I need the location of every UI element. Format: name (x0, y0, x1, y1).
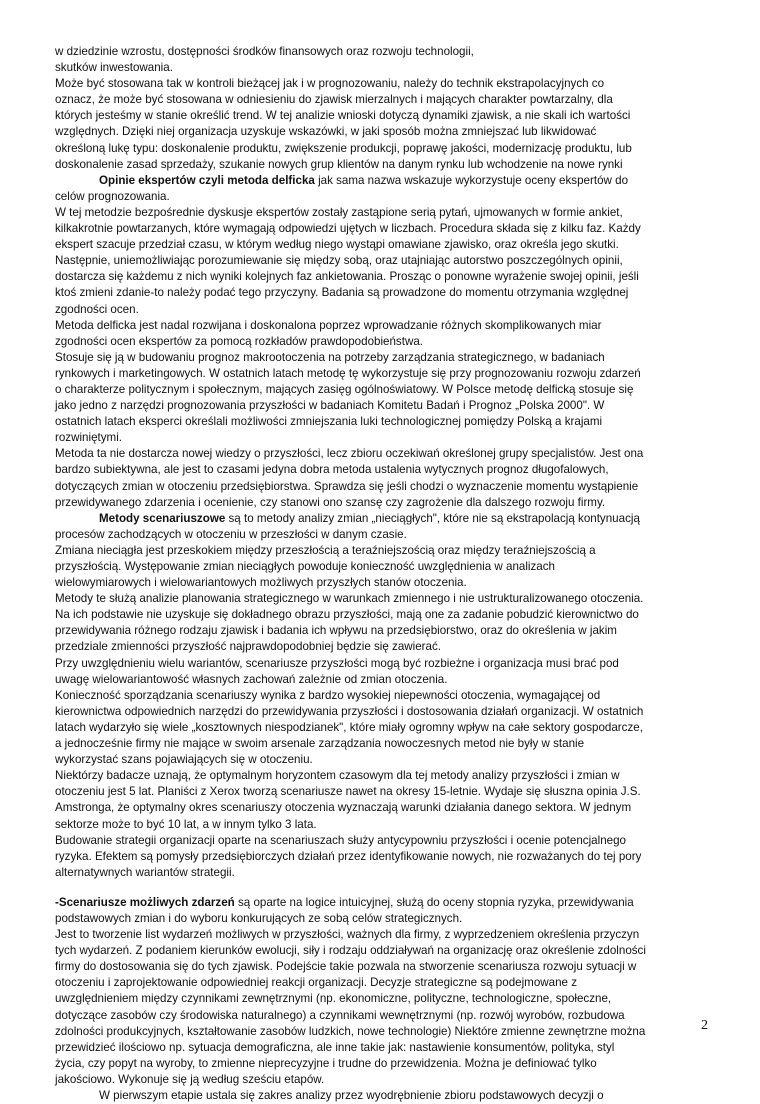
paragraph: Jest to tworzenie list wydarzeń możliwych w przyszłości, ważnych dla firmy, z wyprzedzeniem określenia przyczyn tych wydarzeń. Z podaniem kierunków ewolucji, siły i rodzaju oddziaływań na organizację oraz określenie zdolności firmy do dostosowania się do tych zjawisk. Podejście takie pozwala na stworzenie scenariusza rozwoju sytuacji w otoczeniu i zaprojektowanie odpowiedniej reakcji organizacji. Decyzje strategiczne są podejmowane z uwzględnieniem między czynnikami zewnętrznymi (np. ekonomiczne, polityczne, technologiczne, społeczne, dotyczące zasobów czy środowiska naturalnego) a czynnikami wewnętrznymi (np. rozwój wyrobów, rozbudowa zdolności produkcyjnych, kształtowanie zasobów ludzkich, nowe technologie) Niektóre zmienne zewnętrzne można przewidzieć ilościowo np. sytuacja demograficzna, ale inne takie jak: nastawienie konsumentów, polityka, styl życia, czy popyt na wyroby, to zmienne nieprecyzyjne i trudne do przewidzenia. Można je definiować tylko jakościowo. Wykonuje się ją według sześciu etapów. (55, 928, 646, 1086)
paragraph: podstawowych zmian i do wyboru konkurujących ze sobą celów strategicznych. (55, 911, 463, 925)
paragraph: w dziedzinie wzrostu, dostępności środków finansowych oraz rozwoju technologii, skutków inwestowania. (55, 45, 474, 75)
paragraph: Przy uwzględnieniu wielu wariantów, scenariusze przyszłości mogą być rozbieżne i organizacja musi brać pod uwagę wielowariantowość własnych zachowań zależnie od zmian otoczenia. (55, 656, 619, 686)
delphi-heading-paragraph: Opinie ekspertów czyli metoda delficka jak sama nazwa wskazuje wykorzystuje oceny ekspertów do (99, 173, 629, 187)
paragraph: Zmiana nieciągła jest przeskokiem między przeszłością a teraźniejszością oraz między teraźniejszością a przyszłością. Występowanie zmian nieciągłych powoduje konieczność uwzględnienia w analizach wielowymiarowych i wielowariantowych możliwych przyszłych stanów otoczenia. (55, 543, 596, 590)
paragraph: Metoda ta nie dostarcza nowej wiedzy o przyszłości, lecz zbioru oczekiwań określonej grupy specjalistów. Jest ona bardzo subiektywna, ale jest to czasami jedyna dobra metoda ustalenia wytycznych prognoz długofalowych, dotyczących zmian w otoczeniu przedsiębiorstwa. Sprawdza się jeśli chodzi o wyznaczenie momentu wystąpienie przewidywanego zdarzenia i ocenienie, czy stanowi ono szansę czy zagrożenie dla dalszego rozwoju firmy. (55, 447, 644, 509)
paragraph: Niektórzy badacze uznają, że optymalnym horyzontem czasowym dla tej metody analizy przyszłości i zmian w otoczeniu jest 5 lat. Planiści z Xerox tworzą scenariusze nawet na okresy 15-letnie. Wydaje się słuszna opinia J.S. Amstronga, że optymalny okres scenariuszy otoczenia wyznaczają warunki działania danego sektora. W jednym sektorze może to być 10 lat, a w innym tylko 3 lata. (55, 769, 641, 831)
paragraph: W pierwszym etapie ustala się zakres analizy przez wyodrębnienie zbioru podstawowych decyzji o (99, 1089, 604, 1102)
paragraph: Może być stosowana tak w kontroli bieżącej jak i w prognozowaniu, należy do technik ekstrapolacyjnych co oznacz, że może być stosowana w odniesieniu do zjawisk mierzalnych i mających charakter powtarzalny, dla których jesteśmy w stanie określić trend. W tej analizie wnioski dotyczą dynamiki zjawisk, a nie skali ich wartości względnych. Dzięki niej organizacja uzyskuje wskazówki, w jaki sposób można zmniejszać lub likwidować określoną lukę typu: doskonalenie produktu, zwiększenie produkcji, poprawę jakości, modernizację produktu, lub doskonalenie zasad sprzedaży, szukanie nowych grup klientów na danym rynku lub wchodzenie na nowe rynki (55, 77, 632, 171)
paragraph-gap (55, 881, 710, 895)
paragraph: Metoda delficka jest nadal rozwijana i doskonalona poprzez wprowadzanie różnych skomplikowanych miar zgodności ocen ekspertów za pomocą rozkładów prawdopodobieństwa. (55, 318, 602, 348)
document-body (55, 44, 710, 1104)
scenario-heading-paragraph: Metody scenariuszowe są to metody analizy zmian „nieciągłych", które nie są ekstrapolacją kontynuacją (99, 511, 640, 525)
section-heading-possible-events: -Scenariusze możliwych zdarzeń (55, 895, 235, 909)
paragraph: Konieczność sporządzania scenariuszy wynika z bardzo wysokiej niepewności otoczenia, wymagającej od kierownictwa odpowiednich narzędzi do przewidywania przyszłości i dostosowania działań organizacji. W ostatnich latach wydarzyło się wiele „kosztownych niespodzianek", które miały ogromny wpływ na całe sektory gospodarcze, a jednocześnie firmy nie mające w swoim arsenale zarządzania nowoczesnych metod nie były w stanie wykorzystać szans pojawiających się w otoczeniu. (55, 688, 644, 767)
paragraph: Metody te służą analizie planowania strategicznego w warunkach zmiennego i nie ustrukturalizowanego otoczenia. Na ich podstawie nie uzyskuje się dokładnego obrazu przyszłości, mają one za zadanie pobudzić kierownictwo do przewidywania różnego rodzaju zjawisk i badania ich wpływu na przedsiębiorstwo, oraz do określenia w jakim przedziale zmienności przyszłość najprawdopodobniej będzie się zawierać. (55, 592, 644, 654)
paragraph: W tej metodzie bezpośrednie dyskusje ekspertów zostały zastąpione serią pytań, ujmowanych w formie ankiet, kilkakrotnie powtarzanych, które wymagają odpowiedzi ujętych w liczbach. Procedura składa się z kilku faz. Każdy ekspert szacuje przedział czasu, w którym według niego wystąpi omawiane zjawisko, oraz określa jego skutki. Następnie, uniemożliwiając porozumiewanie się między sobą, oraz utajniając autorstwo poszczególnych opinii, dostarcza się każdemu z nich wyniki kolejnych faz ankietowania. Prosząc o ponowne wyrażenie swojej opinii, jeśli ktoś zmieni zdanie-to należy podać tego przyczyny. Badania są prowadzone do momentu otrzymania względnej zgodności ocen. (55, 205, 641, 316)
page-number: 2 (701, 1018, 708, 1033)
paragraph: Budowanie strategii organizacji oparte na scenariuszach służy antycypowniu przyszłości i ocenie potencjalnego ryzyka. Efektem są pomysły przedsiębiorczych działań przez identyfikowanie nowych, nie rozważanych do tej pory alternatywnych wariantów strategii. (55, 833, 642, 879)
paragraph: celów prognozowania. (55, 189, 170, 203)
possible-events-heading-paragraph: -Scenariusze możliwych zdarzeń są oparte na logice intuicyjnej, służą do oceny stopnia ryzyka, przewidywania (55, 895, 634, 909)
paragraph: Stosuje się ją w budowaniu prognoz makrootoczenia na potrzeby zarządzania strategicznego, w badaniach rynkowych i marketingowych. W ostatnich latach metodę tę wykorzystuje się przy prognozowaniu rozwoju zdarzeń o charakterze politycznym i społecznym, mających zasięg ogólnoświatowy. W Polsce metodę delficką stosuje się jako jedno z narzędzi prognozowania przyszłości w badaniach Komitetu Badań i Prognoz „Polska 2000". W ostatnich latach eksperci określali możliwości zmniejszania luki technologicznej pomiędzy Polską a krajami rozwiniętymi. (55, 350, 641, 445)
paragraph: procesów zachodzących w otoczeniu w przeszłości w danym czasie. (55, 527, 407, 541)
section-heading-delphi: Opinie ekspertów czyli metoda delficka (99, 173, 315, 187)
section-heading-scenario-methods: Metody scenariuszowe (99, 511, 226, 525)
